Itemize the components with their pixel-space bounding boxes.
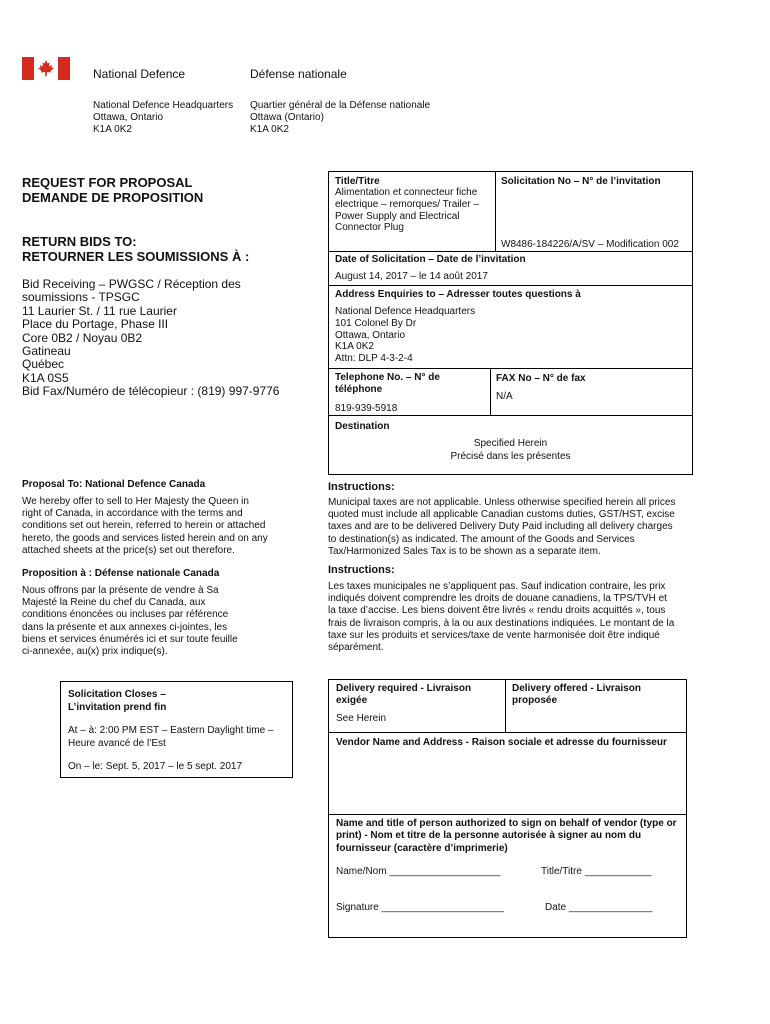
offer-text-en xyxy=(22,496,268,557)
offer-line: right of Canada, in accordance with the terms and xyxy=(22,508,243,520)
address-line: Bid Receiving – PWGSC / Réception des xyxy=(22,277,241,291)
rfp-title xyxy=(22,175,203,205)
return-title-fr: RETOURNER LES SOUMISSIONS À : xyxy=(22,249,250,264)
destination-line: Précisé dans les présentes xyxy=(450,451,571,462)
title-line: Alimentation et connecteur fiche xyxy=(335,187,478,198)
instructions-line: Municipal taxes are not applicable. Unless otherwise specified herein all prices xyxy=(328,497,676,508)
divider xyxy=(490,368,491,415)
delivery-required-line: exigée xyxy=(336,695,368,706)
authorized-line: fournisseur (caractère d’imprimerie) xyxy=(336,842,508,854)
enquiries-line: National Defence Headquarters xyxy=(335,306,476,317)
address-line: K1A 0S5 xyxy=(22,370,69,385)
divider xyxy=(329,415,692,416)
instructions-line: indiqués doivent comprendre les droits de douane canadiens, la TPS/TVH et xyxy=(328,593,667,605)
instructions-line: la taxe d’accise. Les biens doivent être livrés « rendu droits acquittés », tous xyxy=(328,605,666,617)
title-line: electrique – remorques/ Trailer – xyxy=(335,198,479,210)
proposal-to-en: Proposal To: National Defence Canada xyxy=(22,479,206,490)
offer-line: We hereby offer to sell to Her Majesty the Queen in xyxy=(22,496,249,507)
destination-line: Specified Herein xyxy=(473,438,548,449)
closes-time xyxy=(68,724,273,750)
instructions-line: séparément. xyxy=(328,642,384,654)
enquiries-address xyxy=(335,306,475,365)
offer-line: attached sheets at the price(s) set out therefore. xyxy=(22,544,235,556)
address-line: Québec xyxy=(22,357,65,372)
divider xyxy=(329,732,686,733)
offer-line: hereto, the goods and services listed herein and on any xyxy=(22,532,268,544)
bid-fax-line: Bid Fax/Numéro de télécopieur : (819) 997-9776 xyxy=(22,384,280,399)
return-bids-title xyxy=(22,234,249,264)
hq-line: National Defence Headquarters xyxy=(93,100,234,111)
instructions-line: to destination(s) as indicated. The amount of the Goods and Services xyxy=(328,533,635,545)
instructions-line: quoted must include all applicable Canadian customs duties, GST/HST, excise xyxy=(328,509,675,521)
vendor-name-address-label: Vendor Name and Address - Raison sociale et adresse du fournisseur xyxy=(336,737,667,748)
instructions-line: frais de livraison compris, à la ou aux destinations indiquées. Le montant de la xyxy=(328,617,675,629)
telephone-value: 819-939-5918 xyxy=(335,403,398,414)
title-label: Title/Titre xyxy=(335,176,380,187)
offer-line: ci-annexée, au(x) prix indique(s). xyxy=(22,646,168,658)
solicitation-no-value: W8486-184226/A/SV – Modification 002 xyxy=(501,239,679,250)
fax-label: FAX No – N° de fax xyxy=(496,373,586,384)
rfp-title-fr: DEMANDE DE PROPOSITION xyxy=(22,190,204,205)
department-name-en: National Defence xyxy=(93,67,186,81)
closes-time-line: At – à: 2:00 PM EST – Eastern Daylight time – xyxy=(68,725,274,736)
hq-line: K1A 0K2 xyxy=(250,124,289,135)
instructions-text-en xyxy=(328,497,675,558)
address-line: Core 0B2 / Noyau 0B2 xyxy=(22,330,143,345)
closes-title-line: L’invitation prend fin xyxy=(68,702,167,713)
closes-title xyxy=(68,688,166,714)
solicitation-no-label: Solicitation No – N° de l’invitation xyxy=(501,176,661,187)
telephone-label xyxy=(335,372,440,396)
divider xyxy=(505,680,506,732)
telephone-label-line: téléphone xyxy=(335,384,383,395)
address-line: Place du Portage, Phase III xyxy=(22,317,169,332)
enquiries-line: Attn: DLP 4-3-2-4 xyxy=(335,353,413,365)
divider xyxy=(329,251,692,252)
offer-text-fr xyxy=(22,585,238,658)
delivery-required-value: See Herein xyxy=(336,713,387,724)
delivery-offered-line: proposée xyxy=(512,695,558,706)
canada-flag-icon xyxy=(22,57,70,80)
offer-line: conditions énoncées ou incluses par référence xyxy=(22,609,229,621)
delivery-offered-line: Delivery offered - Livraison xyxy=(512,683,641,694)
date-field[interactable]: Date _______________ xyxy=(545,902,653,913)
solicitation-date-value: August 14, 2017 – le 14 août 2017 xyxy=(335,271,488,282)
offer-line: conditions set out herein, referred to herein or attached xyxy=(22,520,266,532)
offer-line: Majesté la Reine du chef du Canada, aux xyxy=(22,597,206,609)
instructions-title-fr: Instructions: xyxy=(328,564,395,576)
delivery-required-label xyxy=(336,683,471,707)
instructions-line: Tax/Harmonized Sales Tax is to be shown as a separate item. xyxy=(328,545,601,557)
delivery-offered-label xyxy=(512,683,641,707)
signature-field[interactable]: Signature ______________________ xyxy=(336,902,504,913)
delivery-required-line: Delivery required - Livraison xyxy=(336,683,472,694)
closes-time-line: Heure avancé de l’Est xyxy=(68,738,166,749)
solicitation-date-label: Date of Solicitation – Date de l’invitation xyxy=(335,254,526,265)
address-line: soumissions - TPSGC xyxy=(22,290,140,305)
instructions-line: taxe sur les produits et services/taxe de vente harmonisée doit être indiqué xyxy=(328,629,660,641)
authorized-line: Name and title of person authorized to sign on behalf of vendor (type or xyxy=(336,818,677,829)
destination-label: Destination xyxy=(335,421,390,432)
closes-title-line: Solicitation Closes – xyxy=(68,689,166,700)
instructions-text-fr xyxy=(328,581,674,654)
fax-value: N/A xyxy=(496,391,513,402)
authorized-person-label xyxy=(336,818,677,855)
instructions-line: Les taxes municipales ne s’appliquent pas. Sauf indication contraire, les prix xyxy=(328,581,666,592)
hq-address-fr xyxy=(250,100,430,136)
title-value xyxy=(335,187,479,234)
vendor-box xyxy=(328,679,687,938)
divider xyxy=(329,368,692,369)
offer-line: dans la présente et aux annexes ci-jointes, les xyxy=(22,621,228,633)
offer-line: Nous offrons par la présente de vendre à Sa xyxy=(22,585,219,596)
instructions-title-en: Instructions: xyxy=(328,481,395,493)
divider xyxy=(329,814,686,815)
return-title-en: RETURN BIDS TO: xyxy=(22,234,137,249)
solicitation-info-box xyxy=(328,171,693,475)
telephone-label-line: Telephone No. – N° de xyxy=(335,372,440,383)
divider xyxy=(495,172,496,251)
title-line: Connector Plug xyxy=(335,222,404,234)
hq-line: Ottawa (Ontario) xyxy=(250,112,324,123)
closes-date: On – le: Sept. 5, 2017 – le 5 sept. 2017 xyxy=(68,761,243,772)
title-line: Power Supply and Electrical xyxy=(335,210,460,222)
authorized-line: print) - Nom et titre de la personne autorisée à signer au nom du xyxy=(336,830,642,842)
solicitation-closes-box xyxy=(60,681,293,778)
hq-address-en xyxy=(93,100,233,136)
hq-line: Quartier général de la Défense nationale xyxy=(250,100,431,111)
enquiries-label: Address Enquiries to – Adresser toutes questions à xyxy=(335,289,581,300)
enquiries-line: Ottawa, Ontario xyxy=(335,329,406,341)
instructions-line: taxes and are to be delivered Delivery Duty Paid including all delivery charges xyxy=(328,521,673,533)
hq-line: K1A 0K2 xyxy=(93,124,132,135)
department-name-fr: Défense nationale xyxy=(250,67,347,81)
address-line: 11 Laurier St. / 11 rue Laurier xyxy=(22,303,177,318)
enquiries-line: 101 Colonel By Dr xyxy=(335,317,417,329)
hq-line: Ottawa, Ontario xyxy=(93,112,164,123)
destination-value xyxy=(329,437,692,463)
bid-receiving-address xyxy=(22,278,279,399)
name-field[interactable]: Name/Nom ____________________ xyxy=(336,866,501,877)
offer-line: biens et services énumérés ici et sur toute feuille xyxy=(22,633,238,645)
proposal-to-fr: Proposition à : Défense nationale Canada xyxy=(22,568,220,579)
enquiries-line: K1A 0K2 xyxy=(335,341,374,353)
address-line: Gatineau xyxy=(22,344,71,359)
title-field[interactable]: Title/Titre ____________ xyxy=(541,866,652,877)
divider xyxy=(329,285,692,286)
rfp-title-en: REQUEST FOR PROPOSAL xyxy=(22,175,193,190)
